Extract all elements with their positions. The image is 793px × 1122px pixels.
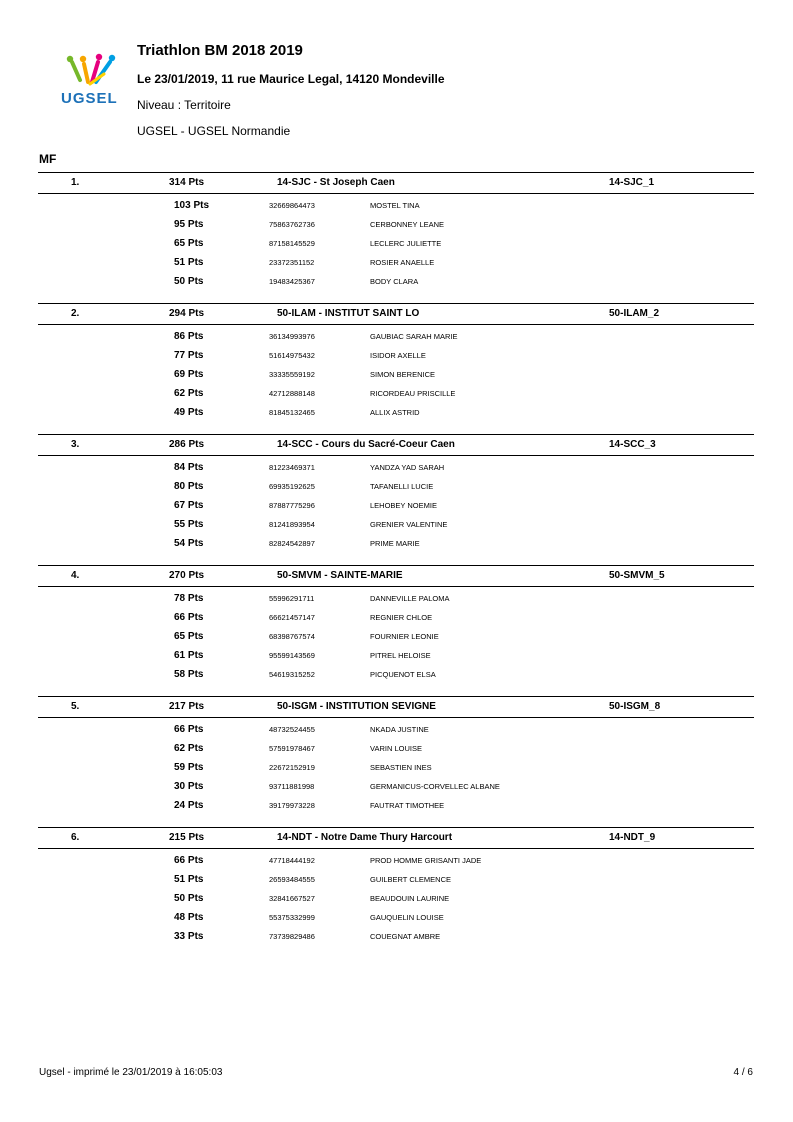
member-license-id: 47718444192 bbox=[269, 856, 315, 865]
team-block bbox=[38, 172, 754, 291]
event-level: Niveau : Territoire bbox=[137, 98, 231, 112]
member-license-id: 42712888148 bbox=[269, 389, 315, 398]
team-members bbox=[38, 849, 754, 946]
member-name: PICQUENOT ELSA bbox=[370, 670, 436, 679]
member-name: GAUQUELIN LOUISE bbox=[370, 913, 444, 922]
member-row bbox=[38, 196, 754, 215]
team-points: 215 Pts bbox=[169, 832, 205, 843]
page-number: 4 / 6 bbox=[733, 1067, 753, 1078]
member-row bbox=[38, 777, 754, 796]
member-points: 67 Pts bbox=[174, 500, 204, 511]
member-points: 65 Pts bbox=[174, 631, 204, 642]
member-row bbox=[38, 720, 754, 739]
member-points: 51 Pts bbox=[174, 874, 204, 885]
member-row bbox=[38, 327, 754, 346]
member-name: GRENIER VALENTINE bbox=[370, 520, 448, 529]
team-members bbox=[38, 194, 754, 291]
member-name: VARIN LOUISE bbox=[370, 744, 422, 753]
member-points: 33 Pts bbox=[174, 931, 204, 942]
member-points: 61 Pts bbox=[174, 650, 204, 661]
member-license-id: 55996291711 bbox=[269, 594, 315, 603]
member-license-id: 32669864473 bbox=[269, 201, 315, 210]
member-license-id: 22672152919 bbox=[269, 763, 315, 772]
team-code: 50-ILAM_2 bbox=[609, 308, 660, 319]
member-license-id: 36134993976 bbox=[269, 332, 315, 341]
member-points: 62 Pts bbox=[174, 388, 204, 399]
team-rank: 2. bbox=[71, 308, 80, 319]
member-row bbox=[38, 458, 754, 477]
member-name: SEBASTIEN INES bbox=[370, 763, 432, 772]
member-license-id: 81223469371 bbox=[269, 463, 315, 472]
member-license-id: 75863762736 bbox=[269, 220, 315, 229]
team-row bbox=[38, 303, 754, 325]
member-points: 66 Pts bbox=[174, 855, 204, 866]
team-rank: 4. bbox=[71, 570, 80, 581]
team-members bbox=[38, 456, 754, 553]
member-row bbox=[38, 365, 754, 384]
member-name: CERBONNEY LEANE bbox=[370, 220, 445, 229]
team-rank: 6. bbox=[71, 832, 80, 843]
member-name: LEHOBEY NOEMIE bbox=[370, 501, 437, 510]
member-points: 58 Pts bbox=[174, 669, 204, 680]
member-license-id: 68398767574 bbox=[269, 632, 315, 641]
team-name: 14-SJC - St Joseph Caen bbox=[277, 177, 395, 188]
team-row bbox=[38, 172, 754, 194]
member-row bbox=[38, 870, 754, 889]
team-block bbox=[38, 434, 754, 553]
member-row bbox=[38, 215, 754, 234]
member-name: FOURNIER LEONIE bbox=[370, 632, 439, 641]
member-license-id: 19483425367 bbox=[269, 277, 315, 286]
member-points: 59 Pts bbox=[174, 762, 204, 773]
team-name: 14-SCC - Cours du Sacré-Coeur Caen bbox=[277, 439, 455, 450]
member-points: 55 Pts bbox=[174, 519, 204, 530]
team-name: 50-ISGM - INSTITUTION SEVIGNE bbox=[277, 701, 436, 712]
member-license-id: 48732524455 bbox=[269, 725, 315, 734]
member-license-id: 82824542897 bbox=[269, 539, 315, 548]
team-code: 50-ISGM_8 bbox=[609, 701, 661, 712]
member-name: NKADA JUSTINE bbox=[370, 725, 429, 734]
team-rank: 5. bbox=[71, 701, 80, 712]
member-license-id: 23372351152 bbox=[269, 258, 315, 267]
member-row bbox=[38, 515, 754, 534]
member-points: 65 Pts bbox=[174, 238, 204, 249]
member-points: 50 Pts bbox=[174, 893, 204, 904]
member-row bbox=[38, 889, 754, 908]
member-row bbox=[38, 739, 754, 758]
member-name: YANDZA YAD SARAH bbox=[370, 463, 445, 472]
member-row bbox=[38, 346, 754, 365]
member-name: PITREL HELOISE bbox=[370, 651, 431, 660]
member-points: 62 Pts bbox=[174, 743, 204, 754]
member-license-id: 81241893954 bbox=[269, 520, 315, 529]
member-name: BODY CLARA bbox=[370, 277, 419, 286]
member-name: GAUBIAC SARAH MARIE bbox=[370, 332, 458, 341]
member-name: ISIDOR AXELLE bbox=[370, 351, 426, 360]
member-row bbox=[38, 908, 754, 927]
member-row bbox=[38, 477, 754, 496]
member-license-id: 93711881998 bbox=[269, 782, 315, 791]
member-license-id: 26593484555 bbox=[269, 875, 315, 884]
member-row bbox=[38, 627, 754, 646]
team-points: 270 Pts bbox=[169, 570, 205, 581]
member-points: 66 Pts bbox=[174, 612, 204, 623]
member-row bbox=[38, 851, 754, 870]
member-points: 51 Pts bbox=[174, 257, 204, 268]
team-row bbox=[38, 565, 754, 587]
team-name: 50-SMVM - SAINTE-MARIE bbox=[277, 570, 403, 581]
member-points: 30 Pts bbox=[174, 781, 204, 792]
member-points: 78 Pts bbox=[174, 593, 204, 604]
team-code: 14-NDT_9 bbox=[609, 832, 656, 843]
team-code: 14-SJC_1 bbox=[609, 177, 655, 188]
team-points: 217 Pts bbox=[169, 701, 205, 712]
team-rank: 3. bbox=[71, 439, 80, 450]
member-points: 50 Pts bbox=[174, 276, 204, 287]
team-rank: 1. bbox=[71, 177, 80, 188]
team-code: 50-SMVM_5 bbox=[609, 570, 665, 581]
member-name: SIMON BERENICE bbox=[370, 370, 436, 379]
member-row bbox=[38, 234, 754, 253]
member-license-id: 32841667527 bbox=[269, 894, 315, 903]
member-points: 95 Pts bbox=[174, 219, 204, 230]
member-points: 66 Pts bbox=[174, 724, 204, 735]
member-license-id: 33335559192 bbox=[269, 370, 315, 379]
team-block bbox=[38, 696, 754, 815]
member-license-id: 66621457147 bbox=[269, 613, 315, 622]
member-row bbox=[38, 665, 754, 684]
member-points: 80 Pts bbox=[174, 481, 204, 492]
member-name: BEAUDOUIN LAURINE bbox=[370, 894, 450, 903]
member-points: 24 Pts bbox=[174, 800, 204, 811]
member-license-id: 57591978467 bbox=[269, 744, 315, 753]
member-license-id: 55375332999 bbox=[269, 913, 315, 922]
member-name: REGNIER CHLOE bbox=[370, 613, 433, 622]
member-license-id: 87887775296 bbox=[269, 501, 315, 510]
member-name: COUEGNAT AMBRE bbox=[370, 932, 441, 941]
team-row bbox=[38, 696, 754, 718]
team-members bbox=[38, 718, 754, 815]
member-points: 77 Pts bbox=[174, 350, 204, 361]
team-points: 294 Pts bbox=[169, 308, 205, 319]
member-license-id: 39179973228 bbox=[269, 801, 315, 810]
team-block bbox=[38, 303, 754, 422]
member-name: LECLERC JULIETTE bbox=[370, 239, 442, 248]
member-row bbox=[38, 646, 754, 665]
member-row bbox=[38, 534, 754, 553]
team-row bbox=[38, 434, 754, 456]
member-row bbox=[38, 608, 754, 627]
member-points: 103 Pts bbox=[174, 200, 210, 211]
member-name: TAFANELLI LUCIE bbox=[370, 482, 434, 491]
category-label: MF bbox=[39, 152, 57, 166]
member-row bbox=[38, 403, 754, 422]
member-points: 49 Pts bbox=[174, 407, 204, 418]
results-list bbox=[38, 172, 754, 958]
print-footer: Ugsel - imprimé le 23/01/2019 à 16:05:03 bbox=[39, 1067, 223, 1078]
event-date-location: Le 23/01/2019, 11 rue Maurice Legal, 14120 Mondeville bbox=[137, 72, 445, 86]
member-name: MOSTEL TINA bbox=[370, 201, 420, 210]
member-points: 84 Pts bbox=[174, 462, 204, 473]
event-organisation: UGSEL - UGSEL Normandie bbox=[137, 124, 291, 138]
ugsel-logo bbox=[58, 52, 128, 108]
member-license-id: 69935192625 bbox=[269, 482, 315, 491]
team-code: 14-SCC_3 bbox=[609, 439, 656, 450]
member-row bbox=[38, 272, 754, 291]
member-name: PROD HOMME GRISANTI JADE bbox=[370, 856, 482, 865]
member-points: 69 Pts bbox=[174, 369, 204, 380]
member-row bbox=[38, 496, 754, 515]
member-license-id: 54619315252 bbox=[269, 670, 315, 679]
member-points: 86 Pts bbox=[174, 331, 204, 342]
member-name: GERMANICUS-CORVELLEC ALBANE bbox=[370, 782, 500, 791]
member-row bbox=[38, 796, 754, 815]
team-members bbox=[38, 587, 754, 684]
team-points: 286 Pts bbox=[169, 439, 205, 450]
member-name: PRIME MARIE bbox=[370, 539, 420, 548]
team-members bbox=[38, 325, 754, 422]
member-row bbox=[38, 758, 754, 777]
team-points: 314 Pts bbox=[169, 177, 205, 188]
member-name: RICORDEAU PRISCILLE bbox=[370, 389, 456, 398]
member-name: GUILBERT CLEMENCE bbox=[370, 875, 451, 884]
member-row bbox=[38, 384, 754, 403]
member-name: ROSIER ANAELLE bbox=[370, 258, 435, 267]
member-license-id: 95599143569 bbox=[269, 651, 315, 660]
team-row bbox=[38, 827, 754, 849]
team-block bbox=[38, 827, 754, 946]
svg-text:UGSEL: UGSEL bbox=[61, 90, 118, 107]
team-name: 14-NDT - Notre Dame Thury Harcourt bbox=[277, 832, 453, 843]
member-row bbox=[38, 589, 754, 608]
member-name: FAUTRAT TIMOTHEE bbox=[370, 801, 445, 810]
member-license-id: 51614975432 bbox=[269, 351, 315, 360]
member-points: 54 Pts bbox=[174, 538, 204, 549]
team-block bbox=[38, 565, 754, 684]
member-license-id: 87158145529 bbox=[269, 239, 315, 248]
member-row bbox=[38, 253, 754, 272]
member-name: ALLIX ASTRID bbox=[370, 408, 420, 417]
member-points: 48 Pts bbox=[174, 912, 204, 923]
member-license-id: 81845132465 bbox=[269, 408, 315, 417]
event-title: Triathlon BM 2018 2019 bbox=[137, 42, 303, 59]
member-name: DANNEVILLE PALOMA bbox=[370, 594, 450, 603]
member-row bbox=[38, 927, 754, 946]
team-name: 50-ILAM - INSTITUT SAINT LO bbox=[277, 308, 420, 319]
member-license-id: 73739829486 bbox=[269, 932, 315, 941]
